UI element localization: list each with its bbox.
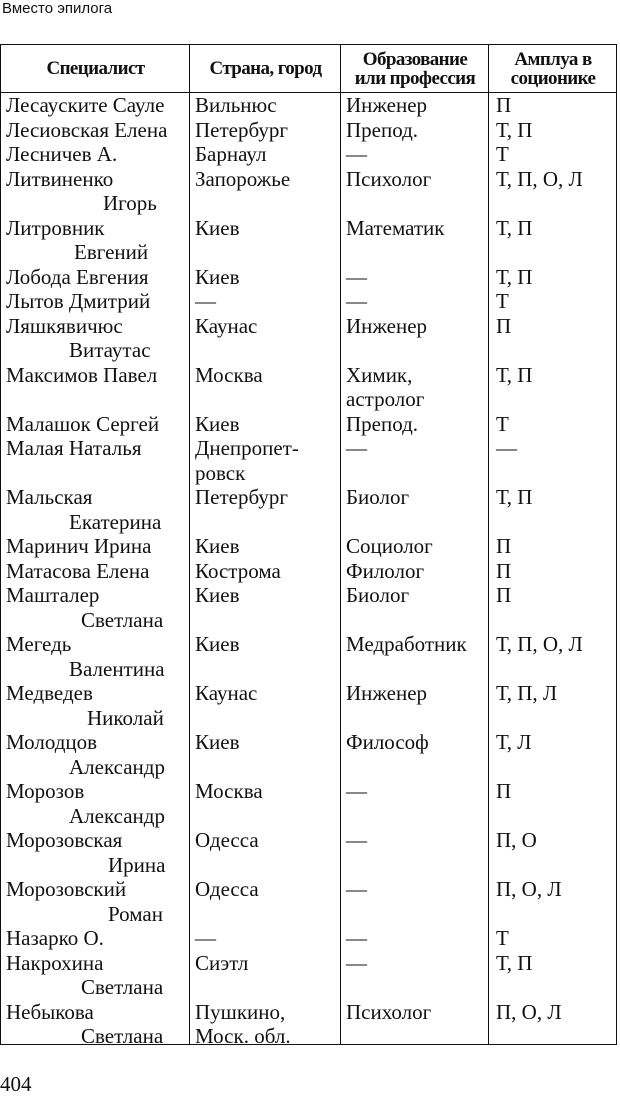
specialist-name-continued: Александр — [69, 754, 165, 779]
table-row — [1, 289, 616, 314]
cell-education: Инженер — [346, 313, 428, 338]
cell-role: Т, П — [496, 264, 533, 289]
table-row — [1, 559, 616, 584]
cell-education: — — [346, 142, 367, 166]
table-row — [1, 436, 616, 485]
specialist-name: Малая Наталья — [6, 436, 142, 460]
cell-education: Химик, астролог — [346, 362, 425, 411]
cell-education: Социолог — [346, 534, 433, 558]
cell-specialist — [6, 877, 188, 926]
cell-specialist — [6, 534, 188, 559]
cell-role: П — [496, 313, 512, 338]
cell-role: Т, П, Л — [496, 681, 558, 705]
specialist-name-continued: Николай — [87, 705, 164, 730]
cell-specialist — [6, 632, 188, 681]
cell-role: П — [496, 779, 512, 803]
cell-city: Киев — [195, 583, 240, 607]
specialist-name: Назарко О. — [6, 926, 104, 950]
cell-role: Т — [496, 411, 509, 436]
table-row — [1, 118, 616, 143]
cell-education: Математик — [346, 215, 445, 240]
cell-education: — — [346, 950, 367, 975]
cell-city: Киев — [195, 534, 240, 558]
cell-education: Психолог — [346, 166, 432, 191]
cell-role: П — [496, 558, 512, 583]
table-row — [1, 583, 616, 632]
cell-specialist — [6, 779, 188, 828]
cell-role: Т, П — [496, 117, 533, 142]
specialist-name-continued: Роман — [108, 901, 163, 926]
cell-education: — — [346, 926, 367, 950]
specialist-name: Машталер — [6, 583, 100, 607]
cell-specialist — [6, 314, 188, 363]
cell-role: П — [496, 93, 512, 117]
cell-education: Филолог — [346, 558, 425, 583]
cell-role: Т — [496, 289, 509, 313]
cell-specialist — [6, 216, 188, 265]
table-body — [1, 93, 616, 1049]
cell-education: — — [346, 779, 367, 803]
specialist-name: Ляшкявичюс — [6, 313, 123, 338]
table-row — [1, 1000, 616, 1049]
cell-city: Киев — [195, 411, 240, 436]
cell-role: Т — [496, 926, 509, 950]
table-row — [1, 877, 616, 926]
cell-city: Пушкино, Моск. обл. — [195, 999, 291, 1048]
cell-role: Т, П — [496, 215, 533, 240]
table-row — [1, 93, 616, 118]
cell-role: П, О, Л — [496, 999, 562, 1024]
specialist-name: Морозовский — [6, 877, 127, 901]
cell-role: П — [496, 583, 512, 607]
cell-specialist — [6, 828, 188, 877]
cell-city: — — [195, 289, 216, 313]
cell-education: Биолог — [346, 583, 410, 607]
cell-specialist — [6, 681, 188, 730]
page-number: 404 — [0, 1072, 32, 1096]
cell-role: П, О — [496, 828, 537, 852]
specialist-name-continued: Евгений — [74, 240, 149, 264]
cell-specialist — [6, 485, 188, 534]
specialist-name: Литвиненко — [6, 166, 114, 191]
cell-specialist — [6, 93, 188, 118]
cell-role: Т, Л — [496, 730, 532, 754]
specialist-name-continued: Игорь — [103, 191, 157, 215]
cell-role: Т — [496, 142, 509, 166]
specialists-table — [0, 44, 617, 1048]
cell-role: Т, П, О, Л — [496, 166, 583, 191]
specialist-name: Лытов Дмитрий — [6, 289, 151, 313]
specialist-name: Лесиовская Елена — [6, 117, 168, 142]
table-row — [1, 730, 616, 779]
cell-education: Психолог — [346, 999, 432, 1024]
column-header-role: Амплуа в соционике — [510, 48, 596, 89]
cell-role: Т, П — [496, 362, 533, 387]
column-header-specialist: Специалист — [46, 58, 145, 79]
specialist-name-continued: Валентина — [69, 656, 165, 681]
specialist-name: Накрохина — [6, 950, 104, 975]
cell-specialist — [6, 1000, 188, 1049]
cell-education: Биолог — [346, 485, 410, 509]
specialist-name: Лобода Евгения — [6, 264, 149, 289]
cell-city: Сиэтл — [195, 950, 249, 975]
cell-city: Одесса — [195, 828, 259, 852]
cell-specialist — [6, 559, 188, 584]
specialist-name: Медведев — [6, 681, 93, 705]
table-row — [1, 314, 616, 363]
cell-education: — — [346, 436, 367, 460]
table-row — [1, 681, 616, 730]
specialist-name: Мегедь — [6, 632, 72, 656]
specialist-name: Мальская — [6, 485, 93, 509]
specialist-name: Максимов Павел — [6, 362, 158, 387]
cell-city: Киев — [195, 730, 240, 754]
specialist-name: Морозов — [6, 779, 85, 803]
cell-specialist — [6, 265, 188, 290]
specialist-name: Небыкова — [6, 999, 94, 1024]
cell-education: — — [346, 877, 367, 901]
cell-city: Петербург — [195, 485, 288, 509]
cell-education: — — [346, 828, 367, 852]
table-row — [1, 485, 616, 534]
table-row — [1, 779, 616, 828]
table-row — [1, 951, 616, 1000]
table-row — [1, 216, 616, 265]
specialist-name: Лесауските Сауле — [6, 93, 165, 117]
cell-specialist — [6, 436, 188, 461]
cell-specialist — [6, 583, 188, 632]
cell-city: Днепропет- ровск — [195, 436, 299, 485]
cell-education: — — [346, 289, 367, 313]
table-row — [1, 167, 616, 216]
cell-specialist — [6, 289, 188, 314]
table-row — [1, 142, 616, 167]
cell-city: Москва — [195, 779, 263, 803]
column-header-city: Страна, город — [209, 58, 322, 79]
specialist-name: Литровник — [6, 215, 105, 240]
cell-specialist — [6, 412, 188, 437]
cell-education: Инженер — [346, 93, 428, 117]
specialist-name: Маринич Ирина — [6, 534, 152, 558]
cell-city: Москва — [195, 362, 263, 387]
cell-city: Вильнюс — [195, 93, 277, 117]
table-row — [1, 412, 616, 437]
cell-city: Киев — [195, 215, 240, 240]
cell-city: Киев — [195, 264, 240, 289]
cell-city: Петербург — [195, 117, 288, 142]
specialist-name: Молодцов — [6, 730, 98, 754]
cell-specialist — [6, 951, 188, 1000]
cell-role: — — [496, 436, 517, 460]
cell-education: Препод. — [346, 117, 419, 142]
cell-role: П, О, Л — [496, 877, 562, 901]
cell-city: — — [195, 926, 216, 950]
cell-specialist — [6, 167, 188, 216]
specialist-name-continued: Ирина — [108, 852, 166, 877]
table-row — [1, 265, 616, 290]
table-row — [1, 534, 616, 559]
specialist-name-continued: Светлана — [81, 975, 164, 999]
table-row — [1, 828, 616, 877]
column-header-education: Образование или профессия — [354, 48, 476, 89]
cell-specialist — [6, 142, 188, 167]
cell-education: Медработник — [346, 632, 467, 656]
specialist-name-continued: Екатерина — [69, 509, 162, 534]
cell-specialist — [6, 118, 188, 143]
table-row — [1, 926, 616, 951]
cell-city: Барнаул — [195, 142, 267, 166]
specialist-name-continued: Светлана — [81, 1024, 164, 1048]
specialist-name-continued: Александр — [69, 803, 165, 828]
specialist-name: Матасова Елена — [6, 558, 150, 583]
cell-education: Препод. — [346, 411, 419, 436]
table-row — [1, 363, 616, 412]
cell-education: — — [346, 264, 367, 289]
cell-city: Каунас — [195, 681, 258, 705]
specialist-name: Малашок Сергей — [6, 411, 160, 436]
specialist-name: Лесничев А. — [6, 142, 118, 166]
cell-city: Киев — [195, 632, 240, 656]
cell-specialist — [6, 926, 188, 951]
specialist-name: Морозовская — [6, 828, 123, 852]
running-head: Вместо эпилога — [2, 0, 113, 17]
cell-city: Кострома — [195, 558, 281, 583]
cell-city: Каунас — [195, 313, 258, 338]
cell-role: Т, П — [496, 485, 533, 509]
cell-city: Одесса — [195, 877, 259, 901]
cell-education: Философ — [346, 730, 429, 754]
cell-specialist — [6, 363, 188, 388]
specialist-name-continued: Витаутас — [69, 338, 151, 362]
cell-specialist — [6, 730, 188, 779]
cell-role: Т, П, О, Л — [496, 632, 583, 656]
specialist-name-continued: Светлана — [81, 607, 164, 632]
cell-city: Запорожье — [195, 166, 291, 191]
table-row — [1, 632, 616, 681]
cell-role: Т, П — [496, 950, 533, 975]
cell-education: Инженер — [346, 681, 428, 705]
cell-role: П — [496, 534, 512, 558]
